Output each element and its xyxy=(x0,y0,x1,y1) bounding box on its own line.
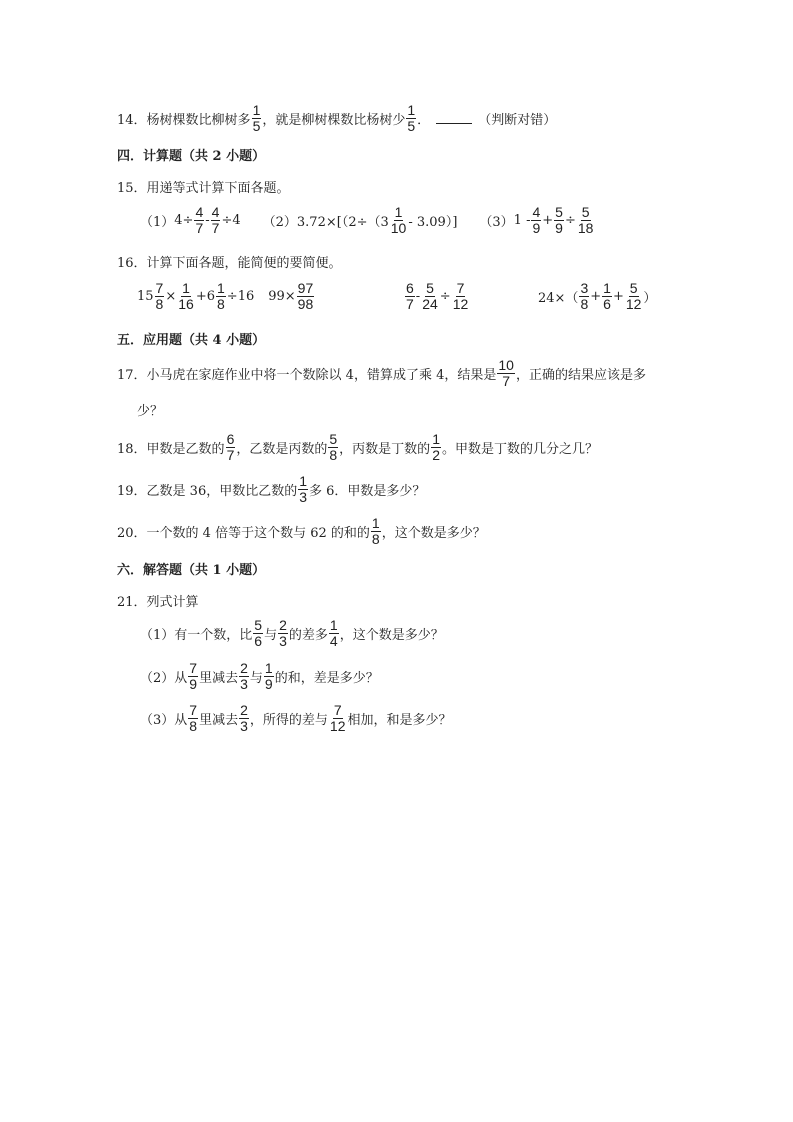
question-number: 21． xyxy=(117,595,147,610)
question-text: 甲数是乙数的 xyxy=(146,442,225,457)
question-text: 的差多 xyxy=(288,628,328,643)
question-20 xyxy=(117,516,486,547)
expr: ） xyxy=(643,291,657,306)
question-number: 17． xyxy=(117,368,147,383)
fraction: $\frac{5}{8}$ xyxy=(329,431,338,463)
question-text: ，乙数是丙数的 xyxy=(236,442,328,457)
question-number: 15． xyxy=(117,181,147,196)
fraction: $\frac{1}{10}$ xyxy=(390,204,407,236)
fraction: $\frac{2}{3}$ xyxy=(240,660,248,692)
question-16-expr-3 xyxy=(404,281,470,312)
question-16-expr-4 xyxy=(538,281,656,312)
fraction: $\frac{4}{9}$ xyxy=(532,204,541,236)
question-text: 杨树棵数比柳树多 xyxy=(146,113,251,128)
question-text: 有一个数，比 xyxy=(174,628,253,643)
fraction: $\frac{2}{3}$ xyxy=(279,617,287,649)
fraction: $\frac{5}{18}$ xyxy=(577,204,594,236)
section-heading-4: 四．计算题（共 2 小题） xyxy=(117,149,266,164)
expr: 15 xyxy=(137,289,154,304)
fraction: $\frac{1}{8}$ xyxy=(371,515,380,547)
part-label: （2） xyxy=(140,671,175,686)
part-label: （1） xyxy=(140,215,175,230)
question-21-part-1 xyxy=(140,618,444,649)
question-text: ，这个数是多少？ xyxy=(339,628,444,643)
part-label: （3） xyxy=(479,215,514,230)
fraction: $\frac{5}{9}$ xyxy=(555,204,563,236)
section-heading-5: 五．应用题（共 4 小题） xyxy=(117,333,266,348)
question-text: 与 xyxy=(264,628,278,643)
question-hint: （判断对错） xyxy=(478,113,557,128)
question-text: ，就是柳树棵数比杨树少 xyxy=(262,113,406,128)
question-text: 用递等式计算下面各题。 xyxy=(146,181,290,196)
question-text: 乙数是 36，甲数比乙数的 xyxy=(146,484,298,499)
fraction: $\frac{6}{7}$ xyxy=(406,280,414,312)
fraction: $\frac{1}{2}$ xyxy=(432,431,440,463)
question-text: 从 xyxy=(174,713,188,728)
question-number: 18． xyxy=(117,442,147,457)
fraction: $\frac{7}{12}$ xyxy=(329,702,346,734)
question-text: 小马虎在家庭作业中将一个数除以 4，错算成了乘 4，结果是 xyxy=(146,368,497,383)
question-number: 16． xyxy=(117,256,147,271)
question-21 xyxy=(117,591,199,610)
expr: - xyxy=(415,289,421,304)
answer-blank[interactable] xyxy=(436,113,472,124)
fraction: $\frac{5}{6}$ xyxy=(254,617,263,649)
question-text: ，正确的结果应该是多 xyxy=(515,368,646,383)
question-text: ． xyxy=(417,113,431,128)
question-16 xyxy=(117,252,342,271)
expr: 99× xyxy=(268,289,296,304)
question-number: 14． xyxy=(117,113,147,128)
question-text: 多 6．甲数是多少？ xyxy=(309,484,426,499)
question-text: 与 xyxy=(249,671,263,686)
question-21-part-2 xyxy=(140,661,379,692)
fraction: $\frac{5}{24}$ xyxy=(422,280,438,312)
question-text: 计算下面各题，能简便的要简便。 xyxy=(146,256,342,271)
question-text: ，这个数是多少？ xyxy=(381,526,486,541)
question-17 xyxy=(117,358,646,389)
part-label: （1） xyxy=(140,628,175,643)
part-label: （3） xyxy=(140,713,175,728)
fraction: $\frac{1}{5}$ xyxy=(252,102,261,134)
fraction: $\frac{10}{7}$ xyxy=(498,357,514,389)
fraction: $\frac{7}{8}$ xyxy=(189,702,198,734)
question-14 xyxy=(117,103,556,134)
part-label: （2） xyxy=(262,215,297,230)
fraction: $\frac{4}{7}$ xyxy=(211,204,220,236)
question-text: 里减去 xyxy=(199,713,239,728)
fraction: $\frac{7}{8}$ xyxy=(155,280,164,312)
expr: 24×（ xyxy=(538,291,579,306)
question-15-parts xyxy=(140,205,595,236)
question-15 xyxy=(117,177,290,196)
question-number: 20． xyxy=(117,526,147,541)
question-text: 列式计算 xyxy=(146,595,199,610)
expr: + xyxy=(590,289,602,304)
question-17-cont: 少？ xyxy=(137,404,164,419)
question-21-part-3 xyxy=(140,703,452,734)
expr: 3.72×[（2÷（3 xyxy=(296,215,389,230)
section-heading-6: 六．解答题（共 1 小题） xyxy=(117,563,266,578)
question-number: 19． xyxy=(117,484,147,499)
question-18 xyxy=(117,432,598,463)
expr: +6 xyxy=(195,289,215,304)
expr: ÷ xyxy=(439,289,451,304)
fraction: $\frac{1}{4}$ xyxy=(329,617,338,649)
expr: + xyxy=(542,213,554,228)
fraction: $\frac{2}{3}$ xyxy=(240,702,248,734)
question-text: 的和，差是多少？ xyxy=(274,671,379,686)
question-text: ，丙数是丁数的 xyxy=(339,442,431,457)
question-19 xyxy=(117,474,425,505)
expr: ÷16 xyxy=(226,289,255,304)
question-text: 里减去 xyxy=(199,671,239,686)
question-text: ，所得的差与 xyxy=(249,713,328,728)
question-text: 从 xyxy=(174,671,188,686)
expr: 1 - xyxy=(513,213,531,228)
expr: × xyxy=(165,289,177,304)
fraction: $\frac{5}{12}$ xyxy=(625,280,642,312)
question-16-expr-1 xyxy=(137,281,315,312)
fraction: $\frac{1}{5}$ xyxy=(407,102,416,134)
fraction: $\frac{7}{9}$ xyxy=(189,660,198,692)
fraction: $\frac{1}{16}$ xyxy=(178,280,194,312)
fraction: $\frac{1}{8}$ xyxy=(217,280,225,312)
expr: - 3.09）] xyxy=(408,215,458,230)
fraction: $\frac{1}{6}$ xyxy=(603,280,611,312)
expr: + xyxy=(612,289,624,304)
fraction: $\frac{3}{8}$ xyxy=(580,280,589,312)
expr: ÷4 xyxy=(221,213,241,228)
fraction: $\frac{1}{9}$ xyxy=(264,660,273,692)
fraction: $\frac{1}{3}$ xyxy=(299,473,308,505)
fraction: $\frac{6}{7}$ xyxy=(226,431,235,463)
fraction: $\frac{4}{7}$ xyxy=(195,204,204,236)
question-text: 相加，和是多少？ xyxy=(347,713,452,728)
expr: 4÷ xyxy=(174,213,194,228)
question-text: 一个数的 4 倍等于这个数与 62 的和的 xyxy=(146,526,370,541)
expr: - xyxy=(205,213,210,228)
fraction: $\frac{7}{12}$ xyxy=(452,280,469,312)
expr: ÷ xyxy=(564,213,576,228)
fraction: $\frac{97}{98}$ xyxy=(297,280,314,312)
question-text: 。甲数是丁数的几分之几？ xyxy=(441,442,598,457)
